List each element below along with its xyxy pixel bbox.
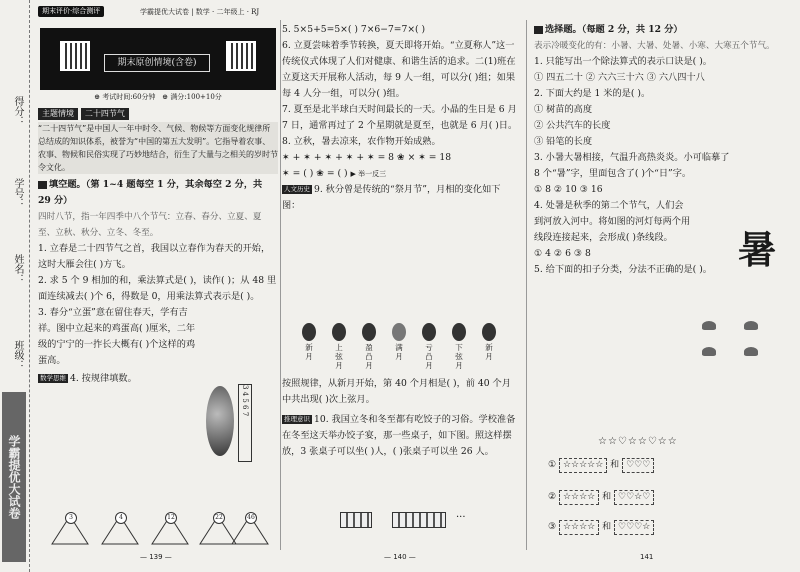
question-1: 1. 立春是二十四节气之首，我国以立春作为春天的开始，这时大雁会往( )方飞。 xyxy=(38,243,271,270)
ellipsis: ··· xyxy=(456,512,466,523)
choice-4-options: ① 4 ② 6 ③ 8 xyxy=(534,248,591,259)
name-label: 姓名： xyxy=(12,254,23,284)
dining-table xyxy=(340,512,372,528)
question-10: 10. 我国立冬和冬至都有吃饺子的习俗。学校准备在冬至这天举办饺子宴，那一些桌子，如下图。照这样摆放，3 张桌子可以坐( )人，( )张桌子可以坐 26 人。 xyxy=(282,414,516,457)
column-divider xyxy=(526,20,527,550)
choice-5: 5. 给下面的扣子分类，分法不正确的是( )。 xyxy=(534,264,712,275)
choice-3-options: ① 8 ② 10 ③ 16 xyxy=(534,184,603,195)
puzzle-number: 4 xyxy=(115,512,127,524)
moon-label: 上弦月 xyxy=(335,343,343,370)
moon-label: 新月 xyxy=(485,343,493,361)
number-triangles xyxy=(48,512,268,548)
triangle-puzzle xyxy=(148,512,192,548)
banner-title: 期末原创情境(含卷) xyxy=(104,54,210,72)
moon-phase-icon xyxy=(452,323,466,341)
class-label: 班级： xyxy=(12,340,23,370)
dining-table xyxy=(392,512,446,528)
river-lantern-icon xyxy=(742,344,760,356)
question-2: 2. 求 5 个 9 相加的和，乘法算式是( )，读作( )；从 48 里面连续减去( )个 6，得数是 0，用乘法算式表示是( )。 xyxy=(38,275,277,302)
choice-1-options: ① 四五二十 ② 六六三十六 ③ 六八四十八 xyxy=(534,72,705,83)
question-4: 4. 按规律填数。 xyxy=(70,373,137,384)
page-number: — 139 — xyxy=(140,553,172,561)
exam-badge: 期末评价·综合测评 xyxy=(38,6,104,17)
exam-meta: ⊕ 考试时间:60分钟 ⊕ 满分:100+10分 xyxy=(94,93,222,101)
moon-label: 新月 xyxy=(305,343,313,361)
topic-title: 二十四节气 xyxy=(81,108,129,120)
student-id-label: 学号： xyxy=(12,178,23,208)
q8-tag: ▶ 举一反三 xyxy=(350,170,387,178)
moon-phase-icon xyxy=(332,323,346,341)
page-number: 141 xyxy=(640,553,654,561)
score-label: 得分： xyxy=(12,96,23,126)
choice-2: 2. 下面大约是 1 米的是( )。 xyxy=(534,88,651,99)
question-8: 8. 立秋，暑去凉来，农作物开始成熟。 xyxy=(282,136,441,147)
moon-phase-icon xyxy=(482,323,496,341)
egg-picture xyxy=(206,386,234,456)
choice-2-option: ① 树苗的高度 xyxy=(534,104,593,115)
triangle-puzzle xyxy=(228,512,272,548)
exam-time: 考试时间:60分钟 xyxy=(102,93,156,101)
topic-text: “二十四节气”是中国人一年中时令、气候、物候等方面变化规律所总结成的知识体系，被誉为“中国的第五大发明”。它指导着农事、农事、物候和民俗实现了巧妙地结合，衍生了大量与之相关的岁时节令文化。 xyxy=(38,124,278,172)
ruler-icon: 3 4 5 6 7 xyxy=(238,384,252,462)
moon-phase-icon xyxy=(302,323,316,341)
choice-4: 4. 处暑是秋季的第二个节气，人们会到河放入河中。将如图的河灯每两个用线段连接起来，会形成( )条线段。 xyxy=(534,200,691,243)
qr-code-icon xyxy=(226,41,256,71)
column-left xyxy=(38,106,278,387)
puzzle-number: 12 xyxy=(165,512,177,524)
choice-5-option-1: ① ☆☆☆☆☆ 和 ♡♡♡ xyxy=(548,458,654,473)
buttons-set: ☆☆♡☆☆♡☆☆ xyxy=(598,436,678,447)
choice-intro: 表示冷暖变化的有：小暑、大暑、处暑、小寒、大寒五个节气。 xyxy=(534,41,775,51)
page-number: — 140 — xyxy=(384,553,416,561)
river-lantern-icon xyxy=(700,344,718,356)
triangle-puzzle xyxy=(98,512,142,548)
question-5: 5. 5×5+5=5×( ) 7×6−7=7×( ) xyxy=(282,24,426,35)
fill-intro: 四时八节，指一年四季中八个节气：立春、春分、立夏、夏至、立秋、秋分、立冬、冬至。 xyxy=(38,212,262,238)
exam-banner xyxy=(40,28,276,90)
column-middle xyxy=(282,22,518,214)
puzzle-number: 22 xyxy=(213,512,225,524)
moon-label: 下弦月 xyxy=(455,343,463,370)
qr-code-icon xyxy=(60,41,90,71)
q8-equation-2: ✶ = ( ) ❀ = ( ) ▶ 举一反三 xyxy=(282,168,387,179)
moon-label: 亏凸月 xyxy=(425,343,433,370)
river-lantern-icon xyxy=(742,318,760,330)
moon-label: 满月 xyxy=(395,343,403,361)
page-header xyxy=(38,6,278,20)
question-9: 9. 秋分曾是传统的“祭月节”，月相的变化如下图： xyxy=(282,184,501,211)
q4-tag: 数学思维 xyxy=(40,374,66,382)
q9-tag: 人文历史 xyxy=(284,185,310,193)
moon-phase-icon xyxy=(362,323,376,341)
shu-character: 暑 xyxy=(737,228,776,272)
choice-2-option: ③ 铅笔的长度 xyxy=(534,136,593,147)
triangle-puzzle xyxy=(48,512,92,548)
moon-phase-icon xyxy=(392,323,406,341)
puzzle-number: 46 xyxy=(245,512,257,524)
question-3: 3. 春分“立蛋”意在留住春天，学有吉祥。图中立起来的鸡蛋高( )厘米，二年级的宁宁的一拃长大概有( )个这样的鸡蛋高。 xyxy=(38,307,196,366)
q10-tag: 推理意识 xyxy=(284,415,310,423)
q8-equation-1: ✶ + ✶ + ✶ + ✶ + ✶ = 8 ❀ × ✶ = 18 xyxy=(282,152,452,163)
choice-3: 3. 小暑大暑相接，气温升高热炎炎。小可临摹了 8 个“暑”字，里面包含了( )个“日”字。 xyxy=(534,152,730,179)
choice-2-option: ② 公共汽车的长度 xyxy=(534,120,611,131)
fill-heading: 填空题。（第 1~4 题每空 1 分，其余每空 2 分，共 29 分） xyxy=(38,179,263,206)
cut-line xyxy=(29,0,30,572)
moon-phase-icon xyxy=(422,323,436,341)
exam-score: 满分:100+10分 xyxy=(170,93,222,101)
side-banner: 学霸提优大试卷 xyxy=(2,392,26,562)
question-9-b: 按照规律，从新月开始，第 40 个月相是( )，前 40 个月中共出现( )次上弦月。 xyxy=(282,378,511,405)
table-arrangement xyxy=(340,512,480,536)
choice-1: 1. 只能写出一个除法算式的表示口诀是( )。 xyxy=(534,56,712,67)
puzzle-number: 3 xyxy=(65,512,77,524)
section-icon xyxy=(38,181,47,189)
binding-margin xyxy=(0,0,30,572)
moon-phases xyxy=(300,323,510,370)
river-lantern-icon xyxy=(700,318,718,330)
question-7: 7. 夏至是北半球白天时间最长的一天。小晶的生日是 6 月 7 日，通常再过了 2 个星期就是夏至，也就是 6 月( )日。 xyxy=(282,104,518,131)
choice-5-option-2: ② ☆☆☆☆ 和 ♡♡☆♡ xyxy=(548,490,654,505)
moon-label: 盈凸月 xyxy=(365,343,373,370)
question-6: 6. 立夏尝味着季节转换，夏天即将开始。“立夏称人”这一传统仪式体现了人们对健康、和谐生活的追求。二(1)班在立夏这天开展称人活动，每 9 人一组，可以分( )组；如果每 4 人分一组，可以分( )组。 xyxy=(282,40,516,99)
choice-5-option-3: ③ ☆☆☆☆ 和 ♡♡♡☆ xyxy=(548,520,654,535)
section-icon xyxy=(534,26,543,34)
column-middle-lower xyxy=(282,376,518,460)
column-divider xyxy=(280,20,281,550)
topic-tag: 主题情境 xyxy=(38,108,78,120)
choice-heading: 选择题。（每题 2 分，共 12 分） xyxy=(545,24,683,35)
series-title: 学霸提优大试卷 | 数学 · 二年级上 · RJ xyxy=(140,8,260,16)
